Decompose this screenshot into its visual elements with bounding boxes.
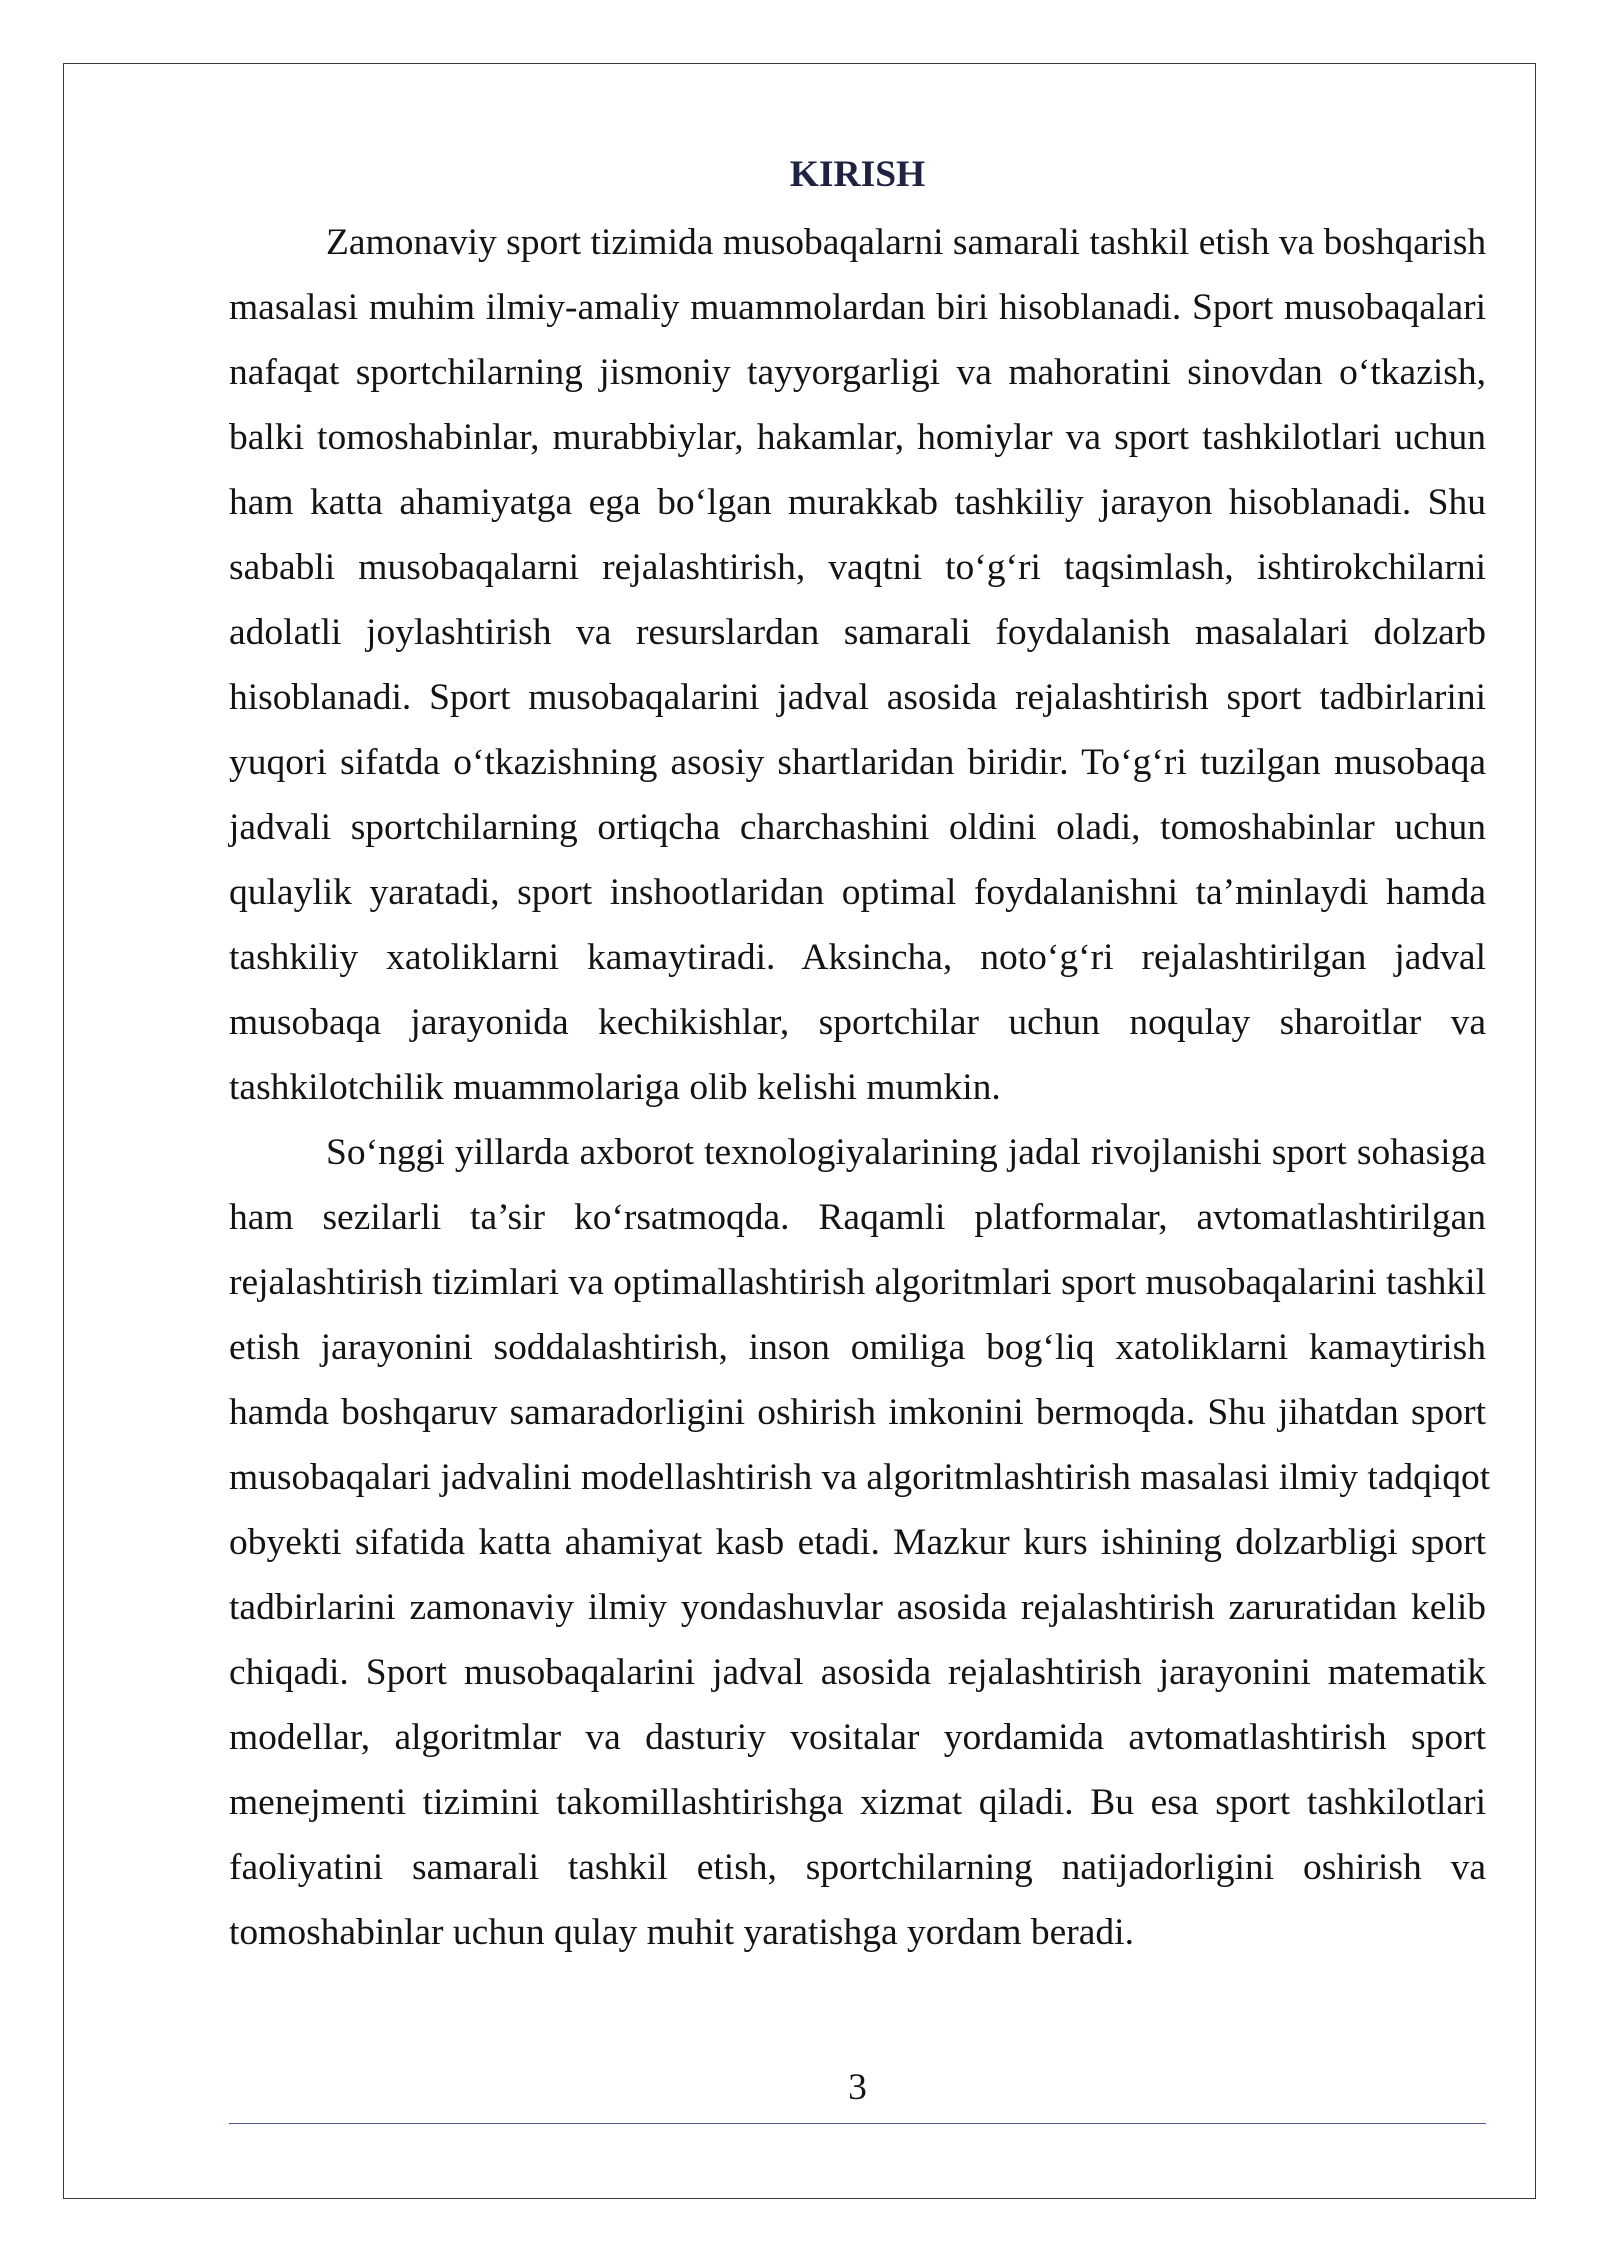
text-line: Zamonaviy sport tizimida musobaqalarni samarali tashkil etish va boshqarish xyxy=(326,222,1487,263)
text-line: ham sezilarli ta’sir ko‘rsatmoqda. Raqamli platformalar, avtomatlashtirilgan xyxy=(229,1197,1486,1238)
text-line: faoliyatini samarali tashkil etish, sportchilarning natijadorligini oshirish va xyxy=(229,1847,1486,1888)
text-line: tashkiliy xatoliklarni kamaytiradi. Aksincha, noto‘g‘ri rejalashtirilgan jadval xyxy=(229,937,1486,978)
text-line: balki tomoshabinlar, murabbiylar, hakamlar, homiylar va sport tashkilotlari uchun xyxy=(229,417,1486,458)
text-line: hamda boshqaruv samaradorligini oshirish imkonini bermoqda. Shu jihatdan sport xyxy=(229,1392,1486,1433)
text-line: rejalashtirish tizimlari va optimallashtirish algoritmlari sport musobaqalarini tashkil xyxy=(229,1262,1487,1303)
text-line: tashkilotchilik muammolariga olib kelishi mumkin. xyxy=(229,1067,1001,1108)
text-line: musobaqalari jadvalini modellashtirish va algoritmlashtirish masalasi ilmiy tadqiqot xyxy=(229,1457,1491,1498)
paragraph xyxy=(229,1120,1491,1965)
text-line: tadbirlarini zamonaviy ilmiy yondashuvlar asosida rejalashtirish zaruratidan kelib xyxy=(229,1587,1486,1628)
page-number: 3 xyxy=(848,2067,867,2108)
text-line: modellar, algoritmlar va dasturiy vositalar yordamida avtomatlashtirish sport xyxy=(229,1717,1486,1758)
paragraph xyxy=(229,210,1486,1120)
text-line: tomoshabinlar uchun qulay muhit yaratishga yordam beradi. xyxy=(229,1912,1134,1953)
text-line: etish jarayonini soddalashtirish, inson omiliga bog‘liq xatoliklarni kamaytirish xyxy=(229,1327,1486,1368)
text-line: obyekti sifatida katta ahamiyat kasb etadi. Mazkur kurs ishining dolzarbligi sport xyxy=(229,1522,1486,1563)
footer-rule xyxy=(229,2123,1486,2124)
text-line: qulaylik yaratadi, sport inshootlaridan optimal foydalanishni ta’minlaydi hamda xyxy=(229,872,1486,913)
text-line: jadvali sportchilarning ortiqcha charchashini oldini oladi, tomoshabinlar uchun xyxy=(229,807,1486,848)
text-line: masalasi muhim ilmiy-amaliy muammolardan biri hisoblanadi. Sport musobaqalari xyxy=(229,287,1486,328)
text-line: sababli musobaqalarni rejalashtirish, vaqtni to‘g‘ri taqsimlash, ishtirokchilarni xyxy=(229,547,1486,588)
text-line: musobaqa jarayonida kechikishlar, sportchilar uchun noqulay sharoitlar va xyxy=(229,1002,1486,1043)
section-title: KIRISH xyxy=(789,154,926,195)
text-line: So‘nggi yillarda axborot texnologiyalarining jadal rivojlanishi sport sohasiga xyxy=(326,1132,1486,1173)
text-line: chiqadi. Sport musobaqalarini jadval asosida rejalashtirish jarayonini matematik xyxy=(229,1652,1486,1693)
text-line: ham katta ahamiyatga ega bo‘lgan murakkab tashkiliy jarayon hisoblanadi. Shu xyxy=(229,482,1486,523)
text-line: hisoblanadi. Sport musobaqalarini jadval asosida rejalashtirish sport tadbirlarini xyxy=(229,677,1486,718)
text-line: menejmenti tizimini takomillashtirishga xizmat qiladi. Bu esa sport tashkilotlari xyxy=(229,1782,1486,1823)
text-line: adolatli joylashtirish va resurslardan samarali foydalanish masalalari dolzarb xyxy=(229,612,1486,653)
text-line: nafaqat sportchilarning jismoniy tayyorgarligi va mahoratini sinovdan o‘tkazish, xyxy=(229,352,1486,393)
body-text xyxy=(229,210,1491,1965)
text-line: yuqori sifatda o‘tkazishning asosiy shartlaridan biridir. To‘g‘ri tuzilgan musobaqa xyxy=(229,742,1486,783)
